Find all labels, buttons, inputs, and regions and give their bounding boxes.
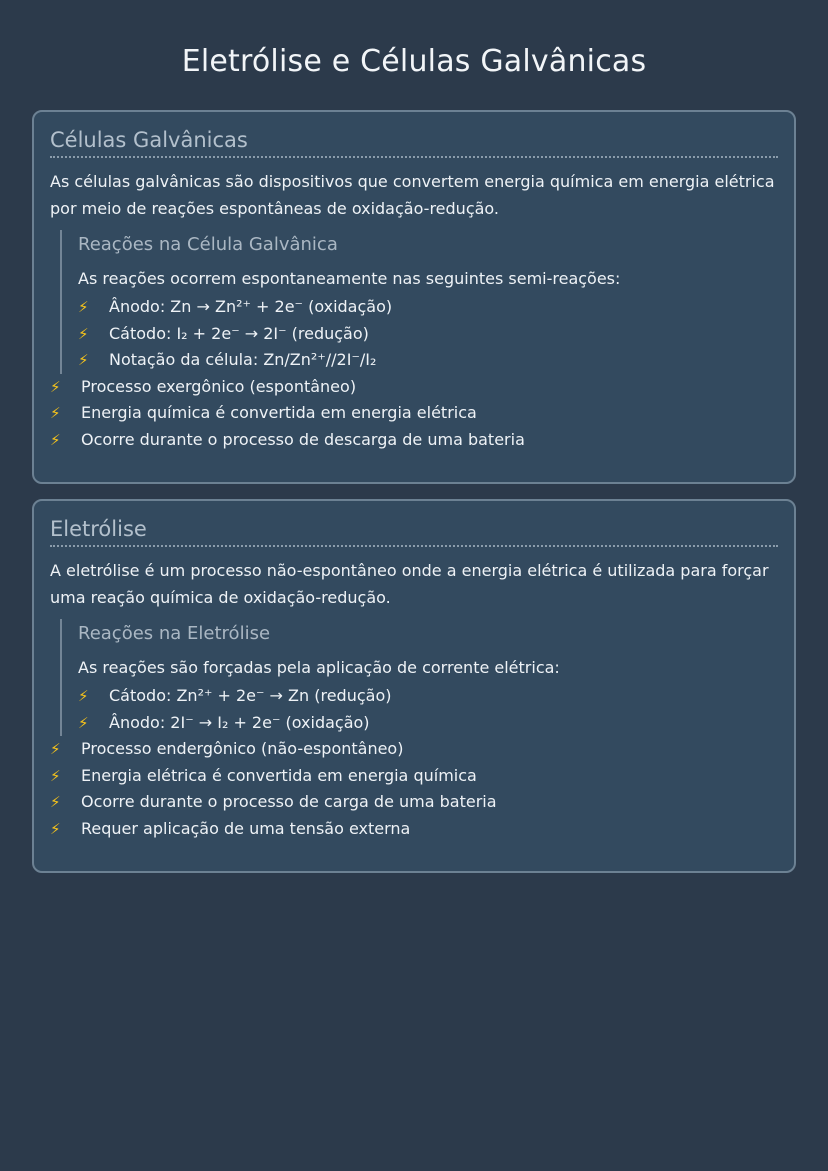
electrolysis-reactions-title: Reações na Eletrólise	[78, 623, 271, 644]
electrolysis-reactions-block	[60, 619, 778, 736]
page-title: Eletrólise e Células Galvânicas	[181, 44, 647, 79]
lightning-bolt-icon: ⚡	[50, 793, 61, 811]
list-item-text: Ocorre durante o processo de carga de uma bateria	[81, 792, 497, 811]
galvanic-cells-description: As células galvânicas são dispositivos que convertem energia química em energia elétrica por meio de reações espontâneas de oxidação-redução.	[50, 172, 775, 218]
list-item-text: Cátodo: Zn²⁺ + 2e⁻ → Zn (redução)	[109, 686, 392, 705]
lightning-bolt-icon: ⚡	[78, 351, 89, 369]
lightning-bolt-icon: ⚡	[78, 687, 89, 705]
list-item	[78, 683, 778, 710]
list-item	[78, 294, 778, 321]
electrolysis-reactions-intro: As reações são forçadas pela aplicação de corrente elétrica:	[78, 658, 560, 677]
electrolysis-title: Eletrólise	[50, 517, 778, 547]
galvanic-reactions-title: Reações na Célula Galvânica	[78, 234, 338, 255]
list-item	[50, 789, 778, 816]
lightning-bolt-icon: ⚡	[50, 819, 61, 838]
list-item	[78, 710, 778, 737]
list-item-text: Ânodo: Zn → Zn²⁺ + 2e⁻ (oxidação)	[109, 297, 393, 316]
list-item-text: Processo exergônico (espontâneo)	[81, 376, 357, 396]
galvanic-points-list	[50, 374, 778, 454]
electrolysis-description: A eletrólise é um processo não-espontâneo onde a energia elétrica é utilizada para forçar uma reação química de oxidação-redução.	[50, 561, 769, 607]
galvanic-reactions-intro: As reações ocorrem espontaneamente nas seguintes semi-reações:	[78, 269, 621, 288]
lightning-bolt-icon: ⚡	[78, 298, 89, 316]
list-item-text: Cátodo: I₂ + 2e⁻ → 2I⁻ (redução)	[109, 323, 369, 343]
lightning-bolt-icon: ⚡	[50, 377, 61, 396]
list-item-text: Requer aplicação de uma tensão externa	[81, 818, 411, 838]
galvanic-reactions-list	[78, 294, 778, 374]
lightning-bolt-icon: ⚡	[78, 713, 89, 732]
list-item-text: Ocorre durante o processo de descarga de uma bateria	[81, 429, 525, 449]
electrolysis-reactions-list	[78, 683, 778, 736]
list-item-text: Ânodo: 2I⁻ → I₂ + 2e⁻ (oxidação)	[109, 712, 370, 732]
list-item-text: Notação da célula: Zn/Zn²⁺//2I⁻/I₂	[109, 350, 377, 369]
list-item-text: Processo endergônico (não-espontâneo)	[81, 739, 404, 758]
list-item	[50, 400, 778, 427]
list-item	[50, 374, 778, 401]
list-item-text: Energia elétrica é convertida em energia química	[81, 765, 477, 785]
lightning-bolt-icon: ⚡	[50, 740, 61, 758]
list-item	[50, 736, 778, 763]
lightning-bolt-icon: ⚡	[50, 404, 61, 422]
list-item-text: Energia química é convertida em energia elétrica	[81, 403, 477, 422]
electrolysis-points-list	[50, 736, 778, 842]
list-item	[78, 321, 778, 348]
galvanic-cells-title: Células Galvânicas	[50, 128, 778, 158]
list-item	[50, 427, 778, 454]
lightning-bolt-icon: ⚡	[50, 430, 61, 449]
galvanic-reactions-block	[60, 230, 778, 374]
galvanic-cells-card	[32, 110, 796, 484]
lightning-bolt-icon: ⚡	[78, 324, 89, 343]
lightning-bolt-icon: ⚡	[50, 766, 61, 785]
list-item	[78, 347, 778, 374]
list-item	[50, 763, 778, 790]
electrolysis-card	[32, 499, 796, 873]
list-item	[50, 816, 778, 843]
